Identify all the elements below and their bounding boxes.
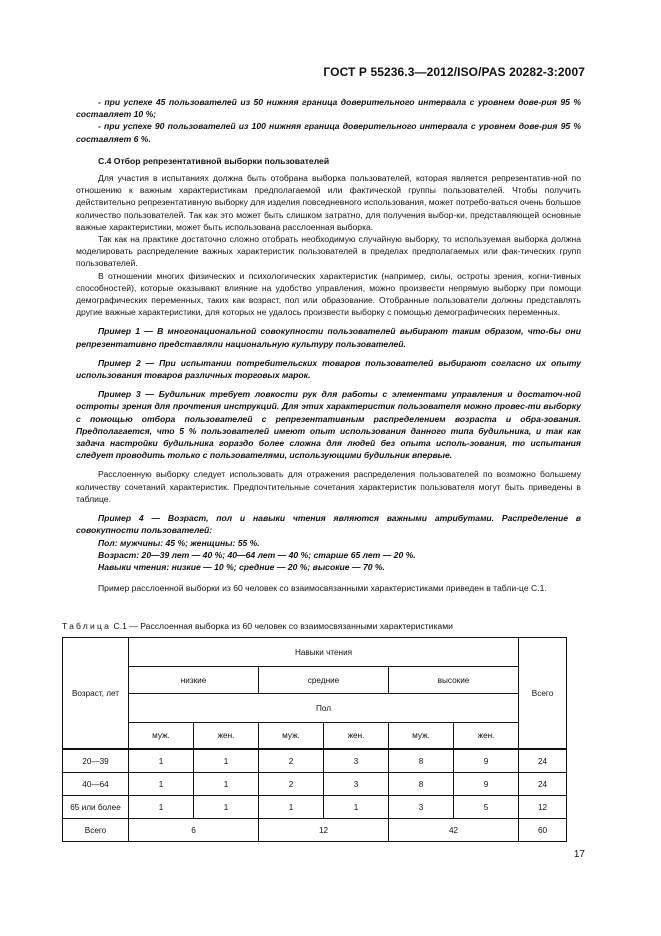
row-total-cell: 24 bbox=[519, 773, 567, 796]
paragraph: Пример расслоенной выборки из 60 человек со взаимосвязанными характеристиками приведен в табли-це С.1. bbox=[98, 583, 547, 594]
count-cell: 1 bbox=[129, 773, 194, 796]
age-cell: 20—39 bbox=[63, 749, 129, 773]
sex-label: жен. bbox=[454, 723, 519, 750]
example-line: Возраст: 20—39 лет — 40 %; 40—64 лет — 40 %; старше 65 лет — 20 %. bbox=[98, 549, 416, 560]
age-cell: 40—64 bbox=[63, 773, 129, 796]
example-paragraph: Пример 3 — Будильник требует ловкости рук для работы с элементами управления и достаточ-ной остроты зрения для прочтения инструкций. Для этих характеристик пользователя можно провес-ти выборку с помощью отбора пользователей с репрезентативным распределением возраста и обра-зования. Предполагается, что 5 % пользователей имеют опыт использования данного типа будильника, и так как задача настройки будильника гораздо более сложна для людей без опыта исполь-зования, то испытания следует проводить только с пользователями, использующими будильник впервые. bbox=[76, 389, 581, 461]
count-cell: 1 bbox=[324, 796, 389, 819]
paragraph: Так как на практике достаточно сложно отобрать необходимую случайную выборку, то используемая выборка должна моделировать распределение важных характеристик пользователей в пределах предполагаемых или фак-тических групп пользователей. bbox=[76, 234, 581, 269]
count-cell: 9 bbox=[454, 773, 519, 796]
page-number: 17 bbox=[573, 849, 585, 860]
table-caption bbox=[62, 621, 453, 631]
count-cell: 1 bbox=[129, 749, 194, 773]
count-cell: 3 bbox=[324, 773, 389, 796]
count-cell: 1 bbox=[194, 796, 259, 819]
page-body bbox=[76, 96, 581, 594]
group-total-cell: 6 bbox=[129, 819, 259, 842]
group-total-cell: 12 bbox=[259, 819, 389, 842]
count-cell: 9 bbox=[454, 749, 519, 773]
grand-total-cell: 60 bbox=[519, 819, 567, 842]
skill-level-header: средние bbox=[259, 667, 389, 694]
sex-label: муж. bbox=[259, 723, 324, 750]
table-row bbox=[63, 796, 567, 819]
count-cell: 1 bbox=[194, 773, 259, 796]
total-header: Всего bbox=[519, 638, 567, 750]
table-row bbox=[63, 749, 567, 773]
bullet-item: - при успехе 90 пользователей из 100 нижняя граница доверительного интервала с уровнем дове-рия 95 % составляет 6 %. bbox=[76, 121, 581, 144]
table-caption-word: Таблица bbox=[62, 621, 112, 631]
bullet-item: - при успехе 45 пользователей из 50 нижняя граница доверительного интервала с уровнем дове-рия 95 % составляет 10 %; bbox=[76, 97, 581, 120]
table-total-row bbox=[63, 819, 567, 842]
count-cell: 5 bbox=[454, 796, 519, 819]
example-line: Навыки чтения: низкие — 10 %; средние — 20 %; высокие — 70 %. bbox=[98, 561, 385, 572]
table-caption-text: С.1 — Расслоенная выборка из 60 человек со взаимосвязанными характеристиками bbox=[111, 621, 453, 631]
sex-label: муж. bbox=[129, 723, 194, 750]
example-paragraph: Пример 1 — В многонациональной совокупности пользователей выбирают таким образом, что-бы они репрезентативно представляли национальную культуру пользователей. bbox=[76, 326, 581, 349]
age-cell: 65 или более bbox=[63, 796, 129, 819]
paragraph: Расслоенную выборку следует использовать для отражения распределения пользователей по возможно большему количеству сочетаний характеристик. Предпочтительные сочетания характеристик пользователя могут быть приведены в таблице. bbox=[76, 469, 581, 504]
example-paragraph: Пример 4 — Возраст, пол и навыки чтения являются важными атрибутами. Распределение в совокупности пользователей: bbox=[76, 513, 581, 536]
sex-label: муж. bbox=[389, 723, 454, 750]
count-cell: 8 bbox=[389, 749, 454, 773]
paragraph: В отношении многих физических и психологических характеристик (например, силы, остроты зрения, когни-тивных способностей), которые оказывают влияние на удобство управления, можно произвести непрямую выборку при помощи демографических переменных, таких как возраст, пол или образование. Отобранные пользователи должны представлять другие важные характеристики, для которых не удалось произвести выборку с помощью демографических переменных. bbox=[76, 270, 581, 318]
paragraph: Для участия в испытаниях должна быть отобрана выборка пользователей, которая является репрезентатив-ной по отношению к важным характеристикам предполагаемой или фактической группы пользователей. Чтобы получить действительно репрезентативную выборку для изделия повседневного использования, может потребо-ваться очень большое количество пользователей. Так как это может быть слишком затратно, для получения выбор-ки, представляющей основные важные характеристики, может быть использована расслоенная выборка. bbox=[76, 173, 581, 232]
group-total-cell: 42 bbox=[389, 819, 519, 842]
example-paragraph: Пример 2 — При испытании потребительских товаров пользователей выбирают согласно их опыту использования товаров различных торговых марок. bbox=[76, 357, 581, 381]
example-line: Пол: мужчины: 45 %; женщины: 55 %. bbox=[98, 537, 260, 548]
skills-header: Навыки чтения bbox=[129, 638, 519, 667]
count-cell: 1 bbox=[259, 796, 324, 819]
data-table bbox=[62, 637, 567, 842]
sex-header: Пол bbox=[129, 694, 519, 723]
table-row bbox=[63, 773, 567, 796]
row-total-cell: 24 bbox=[519, 749, 567, 773]
skill-level-header: низкие bbox=[129, 667, 259, 694]
count-cell: 3 bbox=[324, 749, 389, 773]
sex-label: жен. bbox=[324, 723, 389, 750]
page-header: ГОСТ Р 55236.3—2012/ISO/PAS 20282-3:2007 bbox=[323, 65, 585, 79]
sex-label: жен. bbox=[194, 723, 259, 750]
count-cell: 2 bbox=[259, 773, 324, 796]
skill-level-header: высокие bbox=[389, 667, 519, 694]
count-cell: 3 bbox=[389, 796, 454, 819]
count-cell: 2 bbox=[259, 749, 324, 773]
section-title: С.4 Отбор репрезентативной выборки пользователей bbox=[98, 155, 330, 166]
count-cell: 8 bbox=[389, 773, 454, 796]
age-header: Возраст, лет bbox=[63, 638, 129, 750]
row-total-cell: 12 bbox=[519, 796, 567, 819]
count-cell: 1 bbox=[129, 796, 194, 819]
count-cell: 1 bbox=[194, 749, 259, 773]
total-label-cell: Всего bbox=[63, 819, 129, 842]
